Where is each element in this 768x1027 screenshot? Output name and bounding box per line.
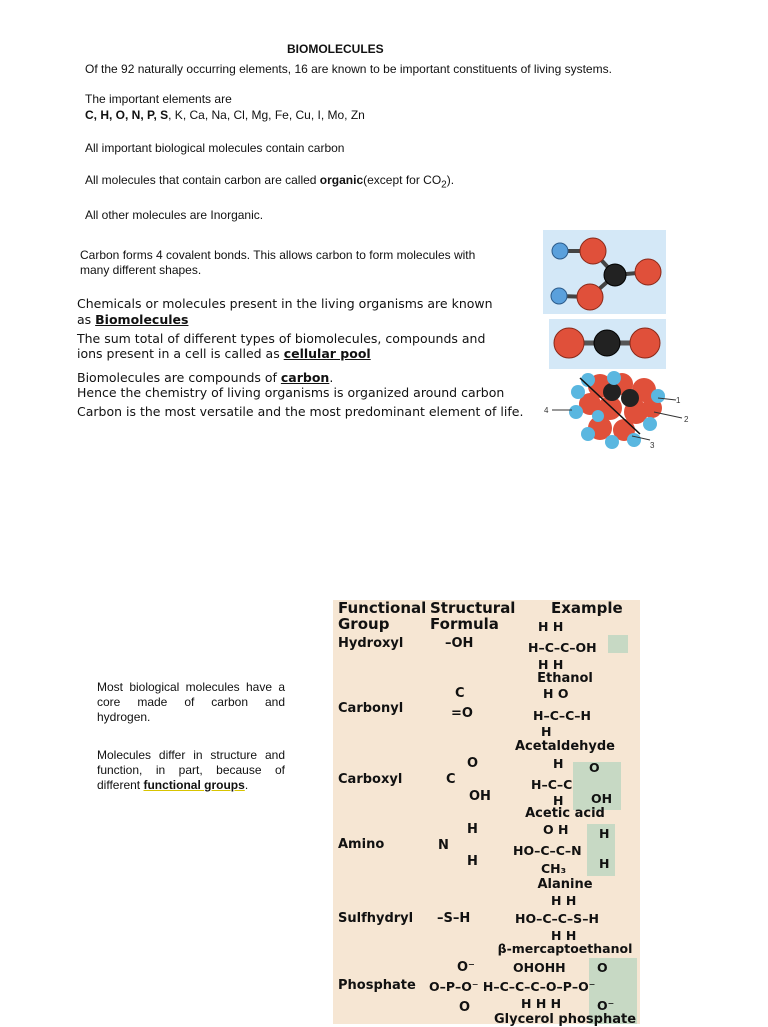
organic-pre: All molecules that contain carbon are called xyxy=(85,173,320,187)
bonds-line-2: many different shapes. xyxy=(80,263,202,277)
differ-pre: Molecules differ in structure and function, in part, because of different xyxy=(97,748,285,792)
alanine-h-top: H xyxy=(599,826,610,841)
group-hydroxyl: Hydroxyl xyxy=(338,636,404,651)
header-formula: Structural Formula xyxy=(430,599,516,633)
ethanol-molecule-image xyxy=(543,230,666,314)
chemistry-line: Hence the chemistry of living organisms is organized around carbon xyxy=(77,385,505,400)
organic-post: (except for CO xyxy=(363,173,442,187)
formula-phosphate-o-bottom: O xyxy=(459,1000,471,1015)
organic-bold: organic xyxy=(319,173,364,187)
figure-label-4: 4 xyxy=(544,406,549,415)
merc-formula: HO–C–C–S–H xyxy=(515,911,599,926)
functional-groups-term: functional groups xyxy=(143,778,245,792)
group-phosphate: Phosphate xyxy=(338,978,416,993)
formula-carboxyl-c: C xyxy=(446,772,456,787)
organic-sub: 2 xyxy=(441,179,447,191)
elements-list xyxy=(85,108,365,123)
carbon-line: All important biological molecules contain carbon xyxy=(85,141,345,155)
formula-amino-n: N xyxy=(438,838,449,853)
example-ethanol: Ethanol xyxy=(537,671,593,686)
organic-end: ). xyxy=(446,173,455,187)
alanine-ch3: CH₃ xyxy=(541,861,567,876)
elements-bold: C, H, O, N, P, S xyxy=(85,108,169,122)
acetic-oh: OH xyxy=(591,791,613,806)
ethanol-formula: H–C–C–OH xyxy=(528,640,597,655)
group-carboxyl: Carboxyl xyxy=(338,772,403,787)
carbon-cmp-pre: Biomolecules are compounds of xyxy=(77,370,281,385)
acetic-formula: H–C–C xyxy=(531,777,573,792)
example-acetic-acid: Acetic acid xyxy=(525,806,605,821)
merc-hh-top: H H xyxy=(551,893,577,908)
pool-line-2-pre: ions present in a cell is called as xyxy=(77,346,284,361)
formula-sulfhydryl: –S–H xyxy=(437,911,471,926)
ald-formula: H–C–C–H xyxy=(533,708,592,723)
alanine-formula: HO–C–C–N xyxy=(513,843,582,858)
highlight-oh xyxy=(608,635,628,653)
pool-line-1: The sum total of different types of biomolecules, compounds and xyxy=(77,331,486,346)
differ-post: . xyxy=(244,778,249,792)
co2-molecule-image xyxy=(549,319,666,369)
example-glycerol-phosphate: Glycerol phosphate xyxy=(493,1012,637,1027)
gly-o-top: O xyxy=(597,960,608,975)
organic-line xyxy=(85,173,454,192)
cellular-pool-term: cellular pool xyxy=(283,346,371,361)
page-title: BIOMOLECULES xyxy=(287,42,384,56)
functional-groups-table xyxy=(333,599,640,1027)
elements-rest: , K, Ca, Na, Cl, Mg, Fe, Cu, I, Mo, Zn xyxy=(168,108,365,122)
acetic-h-top: H xyxy=(553,756,564,771)
bonds-line-1: Carbon forms 4 covalent bonds. This allows carbon to form molecules with xyxy=(80,248,476,262)
group-sulfhydryl: Sulfhydryl xyxy=(338,911,414,926)
gly-formula: O–P–O⁻ H–C–C–C–O–P–O⁻ xyxy=(429,979,596,994)
ethanol-hh-bottom: H H xyxy=(538,657,564,672)
carbon-term: carbon xyxy=(280,370,330,385)
core-text: Most biological molecules have a core made of carbon and hydrogen. xyxy=(97,680,285,724)
formula-carboxyl-oh: OH xyxy=(469,789,491,804)
header-group: Functional Group xyxy=(338,599,427,633)
merc-hh-bottom: H H xyxy=(551,928,577,943)
acetic-h-bottom: H xyxy=(553,793,564,808)
sugar-molecule-image xyxy=(540,368,700,453)
example-alanine: Alanine xyxy=(537,877,593,892)
carbon-cmp-post: . xyxy=(329,370,334,385)
chem-line-2 xyxy=(77,313,188,327)
example-mercaptoethanol: β-mercaptoethanol xyxy=(497,941,633,956)
elements-label: The important elements are xyxy=(85,92,232,106)
chem-line-2-pre: as xyxy=(77,312,96,327)
example-acetaldehyde: Acetaldehyde xyxy=(514,739,615,754)
formula-amino-h-bottom: H xyxy=(467,854,478,869)
pool-line-2 xyxy=(77,347,371,361)
ethanol-hh-top: H H xyxy=(538,619,564,634)
biomolecules-term: Biomolecules xyxy=(95,312,189,327)
formula-carboxyl-o: O xyxy=(467,756,479,771)
ald-ho: H O xyxy=(543,686,569,701)
formula-hydroxyl: –OH xyxy=(445,636,474,651)
figure-label-2: 2 xyxy=(684,415,689,424)
formula-phosphate-o-top: O⁻ xyxy=(457,960,475,975)
figure-label-1: 1 xyxy=(676,396,681,405)
ald-h-bottom: H xyxy=(541,724,552,739)
alanine-oh: O H xyxy=(543,822,569,837)
formula-amino-h-top: H xyxy=(467,822,478,837)
gly-hhh: H H H xyxy=(521,996,562,1011)
formula-carbonyl-c: C xyxy=(455,686,465,701)
formula-carbonyl-o: =O xyxy=(451,706,473,721)
alanine-h-bottom: H xyxy=(599,856,610,871)
figure-label-3: 3 xyxy=(650,441,655,450)
group-amino: Amino xyxy=(338,837,385,852)
versatile-line: Carbon is the most versatile and the most predominant element of life. xyxy=(77,404,524,419)
acetic-o: O xyxy=(589,760,600,775)
differ-text xyxy=(97,748,285,793)
gly-o-neg: O⁻ xyxy=(597,998,615,1013)
gly-ohohh: OHOHH xyxy=(513,960,566,975)
header-example: Example xyxy=(551,599,623,617)
carbon-compounds-line xyxy=(77,371,333,385)
group-carbonyl: Carbonyl xyxy=(338,701,404,716)
intro-text: Of the 92 naturally occurring elements, 16 are known to be important constituents of living systems. xyxy=(85,62,612,76)
chem-line-1: Chemicals or molecules present in the living organisms are known xyxy=(77,296,493,311)
inorganic-line: All other molecules are Inorganic. xyxy=(85,208,264,222)
